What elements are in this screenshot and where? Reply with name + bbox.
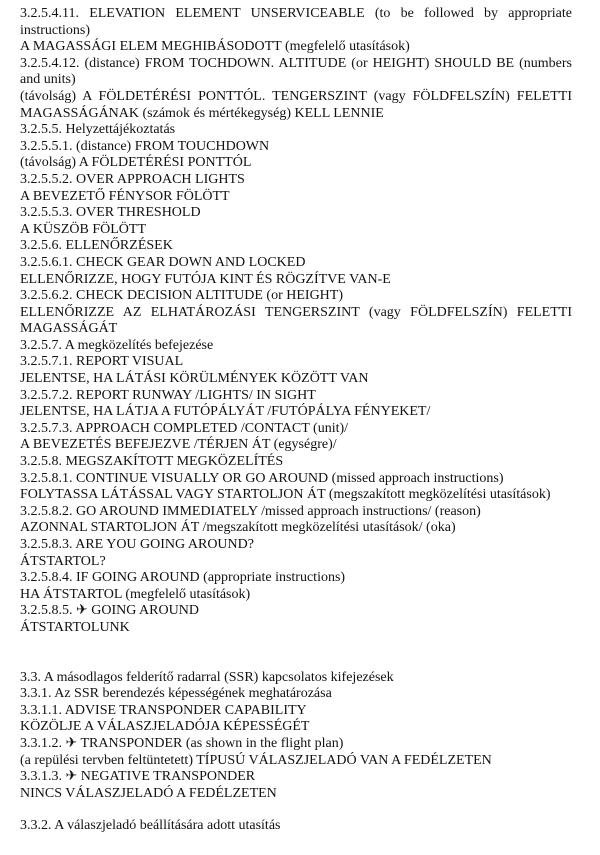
text-line: 3.2.5.6. ELLENŐRZÉSEK: [20, 238, 173, 254]
text-line: 3.3.1. Az SSR berendezés képességének meghatározása: [20, 686, 332, 702]
text-line: NINCS VÁLASZJELADÓ A FEDÉLZETEN: [20, 785, 277, 801]
text-line: ELLENŐRIZZE AZ ELHATÁROZÁSI TENGERSZINT (vagy FÖLDFELSZÍN) FELETTI MAGASSÁGÁT: [20, 304, 572, 337]
text-line: 3.2.5.6.2. CHECK DECISION ALTITUDE (or HEIGHT): [20, 288, 344, 304]
text-line: A BEVEZETŐ FÉNYSOR FÖLÖTT: [20, 188, 230, 204]
text-line: 3.2.5.8.1. CONTINUE VISUALLY OR GO AROUND (missed approach instructions): [20, 470, 504, 486]
text-line: 3.2.5.8.2. GO AROUND IMMEDIATELY /missed approach instructions/ (reason): [20, 503, 481, 519]
text-line: 3.2.5.4.12. (distance) FROM TOCHDOWN. ALTITUDE (or HEIGHT) SHOULD BE (numbers and units): [20, 55, 572, 88]
text-line: 3.2.5.7. A megközelítés befejezése: [20, 337, 214, 353]
text-line: 3.2.5.8.4. IF GOING AROUND (appropriate instructions): [20, 570, 346, 586]
text-line: A MAGASSÁGI ELEM MEGHIBÁSODOTT (megfelelő utasítások): [20, 39, 410, 55]
text-line: 3.2.5.8.5. ✈ GOING AROUND: [20, 603, 199, 619]
text-line: 3.2.5.6.1. CHECK GEAR DOWN AND LOCKED: [20, 254, 306, 270]
text-line: AZONNAL STARTOLJON ÁT /megszakított megközelítési utasítások/ (oka): [20, 520, 456, 536]
text-line: 3.2.5.8.3. ARE YOU GOING AROUND?: [20, 537, 254, 552]
text-line: JELENTSE, HA LÁTÁSI KÖRÜLMÉNYEK KÖZÖTT VAN: [20, 371, 369, 387]
text-line: 3.2.5.7.1. REPORT VISUAL: [20, 354, 184, 370]
section-heading: 3.3. A másodlagos felderítő radarral (SSR) kapcsolatos kifejezések: [20, 669, 394, 685]
text-line: 3.2.5.4.11. ELEVATION ELEMENT UNSERVICEABLE (to be followed by appropriate instructions): [20, 6, 572, 38]
text-line: A KÜSZÖB FÖLÖTT: [20, 221, 147, 237]
text-line: HA ÁTSTARTOL (megfelelő utasítások): [20, 586, 251, 602]
text-line: JELENTSE, HA LÁTJA A FUTÓPÁLYÁT /FUTÓPÁLYA FÉNYEKET/: [20, 404, 431, 420]
text-line: 3.2.5.7.3. APPROACH COMPLETED /CONTACT (unit)/: [20, 420, 349, 436]
text-line: 3.2.5.5. Helyzettájékoztatás: [20, 122, 176, 138]
text-line: FOLYTASSA LÁTÁSSAL VAGY STARTOLJON ÁT (megszakított megközelítési utasítások): [20, 487, 551, 503]
text-line: (távolság) A FÖLDETÉRÉSI PONTTÓL. TENGERSZINT (vagy FÖLDFELSZÍN) FELETTI MAGASSÁGÁNAK (számok és mértékegység) KELL LENNIE: [20, 88, 572, 121]
text-line: 3.3.1.2. ✈ TRANSPONDER (as shown in the flight plan): [20, 735, 344, 751]
text-line: 3.3.1.1. ADVISE TRANSPONDER CAPABILITY: [20, 702, 307, 718]
text-line: ÁTSTARTOLUNK: [20, 619, 130, 635]
text-line: KÖZÖLJE A VÁLASZJELADÓJA KÉPESSÉGÉT: [20, 719, 310, 735]
text-line: (a repülési tervben feltüntetett) TÍPUSÚ VÁLASZJELADÓ VAN A FEDÉLZETEN: [20, 752, 492, 768]
text-line: 3.2.5.5.2. OVER APPROACH LIGHTS: [20, 171, 245, 187]
text-line: 3.2.5.5.1. (distance) FROM TOUCHDOWN: [20, 138, 270, 154]
text-line: ELLENŐRIZZE, HOGY FUTÓJA KINT ÉS RÖGZÍTVE VAN-E: [20, 271, 391, 287]
text-line: 3.3.1.3. ✈ NEGATIVE TRANSPONDER: [20, 769, 256, 785]
text-line: 3.2.5.8. MEGSZAKÍTOTT MEGKÖZELÍTÉS: [20, 454, 284, 470]
text-line: 3.3.2. A válaszjeladó beállítására adott utasítás: [20, 818, 281, 834]
text-line: A BEVEZETÉS BEFEJEZVE /TÉRJEN ÁT (egységre)/: [20, 437, 337, 453]
section-spacer: [20, 637, 572, 670]
text-line: 3.2.5.7.2. REPORT RUNWAY /LIGHTS/ IN SIGHT: [20, 387, 316, 403]
text-line: ÁTSTARTOL?: [20, 553, 106, 569]
text-line: (távolság) A FÖLDETÉRÉSI PONTTÓL: [20, 155, 252, 171]
section-spacer: [20, 802, 572, 818]
text-line: 3.2.5.5.3. OVER THRESHOLD: [20, 205, 201, 221]
